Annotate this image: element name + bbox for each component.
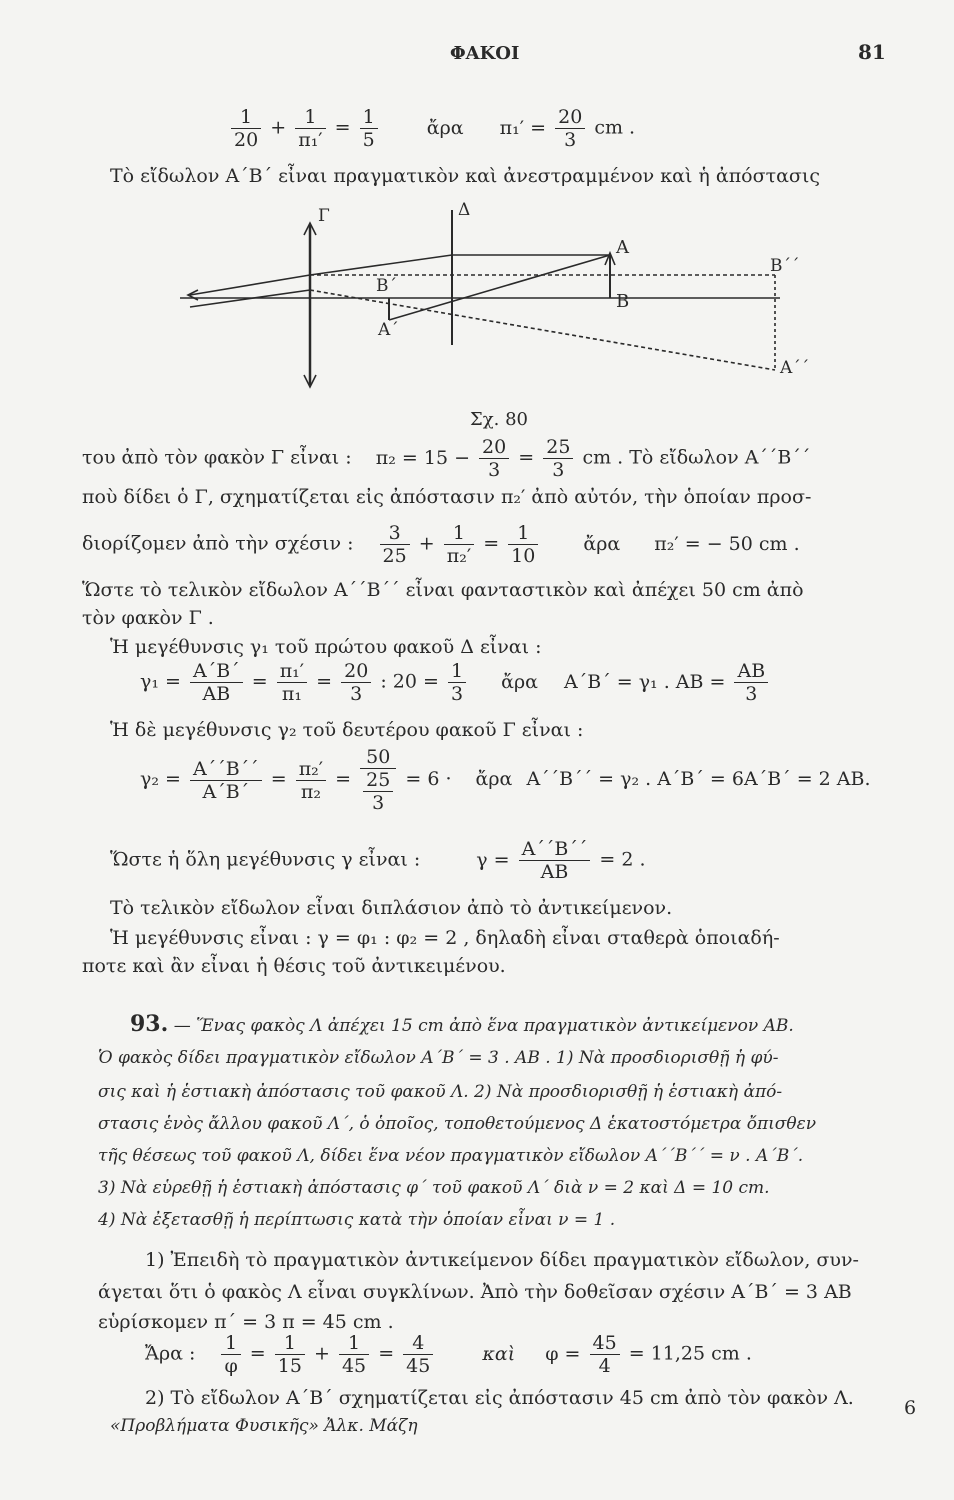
equation-lens-formula-1: $\frac{1}{20}$ + $\frac{1}{\text{π₁′}}$ = $\frac{1}{5}$ ἄρα π₁′ = $\frac{20}{3}$ cm . xyxy=(228,106,635,151)
solution-1-line-2: άγεται ὅτι ὁ φακὸς Λ εἶναι συγκλίνων. Ἀπὸ τὴν δοθεῖσαν σχέσιν Α΄Β΄ = 3 ΑΒ xyxy=(98,1281,852,1303)
solution-1-line-3: εὑρίσκομεν π΄ = 3 π = 45 cm . xyxy=(98,1311,394,1333)
problem-93-line-3: σις καὶ ἡ ἑστιακὴ ἀπόστασις τοῦ φακοῦ Λ. 2) Νὰ προσδιορισθῇ ἡ ἑστιακὴ ἀπό- xyxy=(98,1082,783,1102)
paragraph-final-image-cont: τὸν φακὸν Γ . xyxy=(82,607,214,629)
paragraph-image-position: ποὺ δίδει ὁ Γ, σχηματίζεται εἰς ἀπόστασιν π₂′ ἀπὸ αὐτόν, τὴν ὁποίαν προσ- xyxy=(82,486,812,508)
equation-pi2-prime: διορίζομεν ἀπὸ τὴν σχέσιν : $\frac{3}{25}$ + $\frac{1}{\text{π₂′}}$ = $\frac{1}{10}$ ἄρα π₂′ = − 50 cm . xyxy=(82,522,800,567)
equation-pi2: του ἀπὸ τὸν φακὸν Γ εἶναι : π₂ = 15 − $\frac{20}{3}$ = $\frac{25}{3}$ cm . Τὸ εἴδωλον Α΄΄Β΄΄ xyxy=(82,436,811,481)
solution-2: 2) Τὸ εἴδωλον Α΄Β΄ σχηματίζεται εἰς ἀπόστασιν 45 cm ἀπὸ τὸν φακὸν Λ. xyxy=(145,1387,854,1409)
label-B-prime: Β΄ xyxy=(376,276,397,296)
problem-93-line-4: στασις ἑνὸς ἄλλου φακοῦ Λ΄, ὁ ὁποῖος, τοποθετούμενος Δ ἑκατοστόμετρα ὄπισθεν xyxy=(98,1114,817,1134)
problem-number: 93. xyxy=(130,1011,169,1037)
paragraph-constant-magnification-cont: ποτε καὶ ἂν εἶναι ἡ θέσις τοῦ ἀντικειμένου. xyxy=(82,955,506,977)
label-lens-D: Δ xyxy=(458,200,471,220)
page-number: 81 xyxy=(858,40,886,64)
problem-93-line-6: 3) Νὰ εὑρεθῇ ἡ ἑστιακὴ ἀπόστασις φ΄ τοῦ φακοῦ Λ΄ διὰ ν = 2 καὶ Δ = 10 cm. xyxy=(98,1178,770,1198)
label-A: Α xyxy=(616,237,629,258)
paragraph-constant-magnification: Ἡ μεγέθυνσις εἶναι : γ = φ₁ : φ₂ = 2 , δηλαδὴ εἶναι σταθερὰ ὁποιαδή- xyxy=(110,927,780,949)
problem-93-line-7: 4) Νὰ ἐξετασθῇ ἡ περίπτωσις κατὰ τὴν ὁποίαν εἶναι ν = 1 . xyxy=(98,1210,616,1230)
paragraph-image-real: Τὸ εἴδωλον Α΄Β΄ εἶναι πραγματικὸν καὶ ἀνεστραμμένον καὶ ἡ ἀπόστασις xyxy=(110,165,820,187)
problem-93-line-2: Ὁ φακὸς δίδει πραγματικὸν εἴδωλον Α΄Β΄ = 3 . ΑΒ . 1) Νὰ προσδιορισθῇ ἡ φύ- xyxy=(98,1048,779,1068)
footer-book-title: «Προβλήματα Φυσικῆς» Ἀλκ. Μάζη xyxy=(110,1416,418,1436)
ray-diagram-fig80 xyxy=(180,195,810,440)
equation-gamma2: γ₂ = $\frac{A΄΄B΄΄}{A΄B΄}$ = $\frac{\text{π₂′}}{\text{π₂}}$ = $\frac{50}{\frac{25}{3}}$ = 6 · ἄρα Α΄΄Β΄΄ = γ₂ . Α΄Β΄ = 6Α΄Β΄ = 2 ΑΒ. xyxy=(140,746,871,814)
page-header-title: ΦΑΚΟΙ xyxy=(450,43,520,64)
solution-1-line-1: 1) Ἐπειδὴ τὸ πραγματικὸν ἀντικείμενον δίδει πραγματικὸν εἴδωλον, συν- xyxy=(145,1249,859,1271)
problem-93-line-5: τῆς θέσεως τοῦ φακοῦ Λ, δίδει ἕνα νέον πραγματικὸν εἴδωλον Α΄΄Β΄΄ = ν . Α΄Β΄. xyxy=(98,1146,804,1166)
equation-focal-length: Ἄρα : $\frac{1}{\varphi}$ = $\frac{1}{15}$ + $\frac{1}{45}$ = $\frac{4}{45}$ καὶ φ = $\frac{45}{4}$ = 11,25 cm . xyxy=(145,1332,752,1377)
label-A-prime: Α΄ xyxy=(378,320,399,340)
paragraph-double-size: Τὸ τελικὸν εἴδωλον εἶναι διπλάσιον ἀπὸ τὸ ἀντικείμενον. xyxy=(110,897,673,919)
figure-caption: Σχ. 80 xyxy=(470,409,528,430)
paragraph-magnification-2: Ἡ δὲ μεγέθυνσις γ₂ τοῦ δευτέρου φακοῦ Γ εἶναι : xyxy=(110,719,584,741)
paragraph-final-image: Ὥστε τὸ τελικὸν εἴδωλον Α΄΄Β΄΄ εἶναι φανταστικὸν καὶ ἀπέχει 50 cm ἀπὸ xyxy=(82,579,804,601)
problem-93-line-1: 93. — Ἕνας φακὸς Λ ἀπέχει 15 cm ἀπὸ ἕνα πραγματικὸν ἀντικείμενον ΑΒ. xyxy=(130,1011,794,1037)
label-A-double-prime: Α΄΄ xyxy=(780,358,810,378)
equation-total-gamma: Ὥστε ἡ ὅλη μεγέθυνσις γ εἶναι : γ = $\frac{A΄΄B΄΄}{AB}$ = 2 . xyxy=(110,838,646,883)
equation-gamma1: γ₁ = $\frac{A΄B΄}{AB}$ = $\frac{\text{π₁′}}{\text{π₁}}$ = $\frac{20}{3}$ : 20 = $\frac{1}{3}$ ἄρα Α΄Β΄ = γ₁ . ΑΒ = $\frac{AB}{3}$ xyxy=(140,660,771,705)
label-B-double-prime: Β΄΄ xyxy=(770,256,800,276)
paragraph-magnification-1: Ἡ μεγέθυνσις γ₁ τοῦ πρώτου φακοῦ Δ εἶναι : xyxy=(110,636,542,658)
footer-signature-number: 6 xyxy=(904,1397,917,1419)
label-B: Β xyxy=(616,291,630,312)
label-lens-G: Γ xyxy=(318,206,330,226)
